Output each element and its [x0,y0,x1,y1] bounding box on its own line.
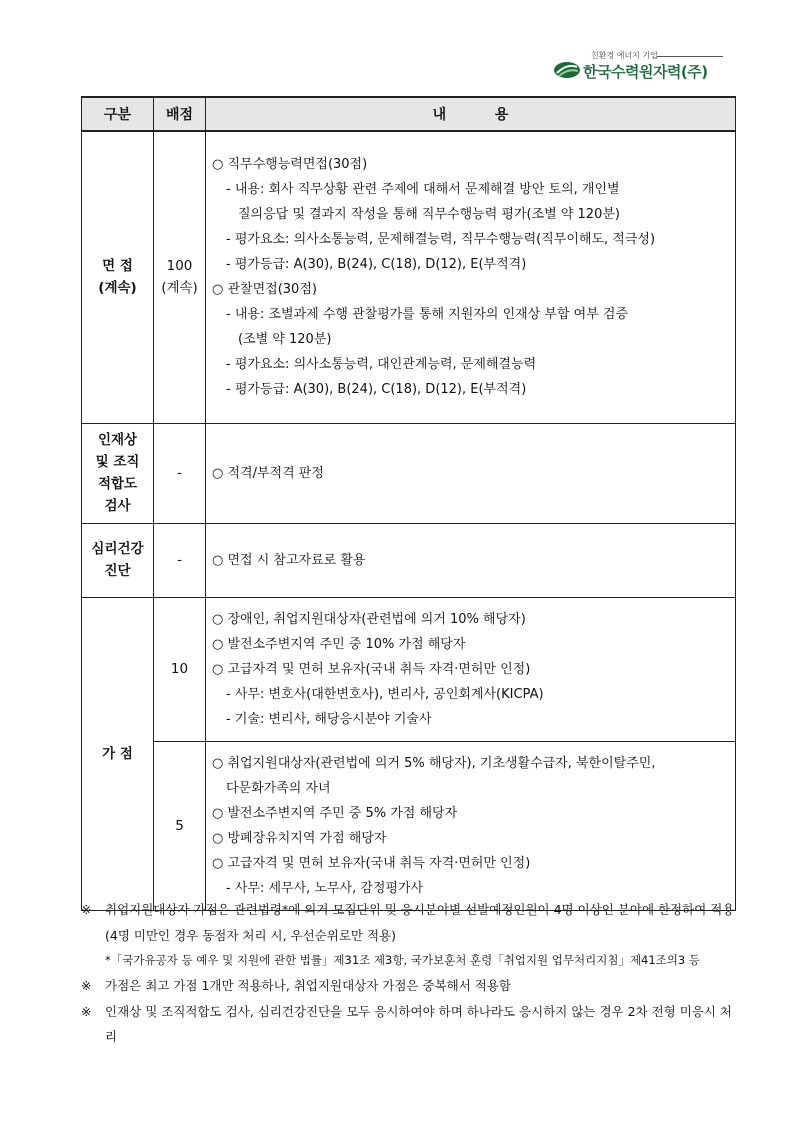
category-line: 면 접 [102,258,133,275]
category-mental [82,523,154,597]
header-points: 배점 [154,97,206,131]
category-line: (계속) [98,280,137,297]
points-value: 100 [166,258,193,275]
bullet-line: ○ 직무수행능력면접(30점) [212,157,368,173]
sub-line: - 평가등급: A(30), B(24), C(18), D(12), E(부적격) [226,382,527,398]
notes-section [81,897,741,1050]
logo-rule [657,56,723,57]
points-aptitude: - [154,423,206,523]
points-mental: - [154,523,206,597]
sub-line: - 기술: 변리사, 해당응시분야 기술사 [226,711,432,727]
bullet-line: ○ 방폐장유치지역 가점 해당자 [212,830,387,846]
table-header-row [82,97,736,131]
category-line: 심리건강 [91,541,144,557]
bullet-line: ○ 고급자격 및 면허 보유자(국내 취득 자격·면허만 인정) [212,855,531,871]
category-line: 인재상 [97,432,138,448]
sub-line: - 내용: 조별과제 수행 관찰평가를 통해 지원자의 인재상 부합 여부 검증 [226,307,629,323]
category-line: 및 조직 [95,454,140,470]
note-text: 취업지원대상자 가점은 관련법령*에 의거 모집단위 및 응시분야별 선발예정인원이 4명 이상인 분야에 한정하여 적용(4명 미만인 경우 동점자 처리 시, 우선순위로만 적용) [105,902,735,943]
khnp-logo [553,50,733,84]
bullet-line: ○ 적격/부적격 판정 [212,465,324,481]
table-row-bonus-10 [82,597,736,741]
bullet-line: ○ 면접 시 참고자료로 활용 [212,552,366,568]
note-mark: ※ [81,1003,92,1019]
note-text: 인재상 및 조직적합도 검사, 심리건강진단을 모두 응시하여야 하며 하나라도 응시하지 않는 경우 2차 전형 미응시 처리 [105,1003,732,1044]
points-interview [154,131,206,423]
sub-line: - 평가등급: A(30), B(24), C(18), D(12), E(부적격) [226,257,527,273]
category-aptitude [82,423,154,523]
content-bonus-5 [206,741,736,910]
sub-line: - 평가요소: 의사소통능력, 문제해결능력, 직무수행능력(직무이해도, 적극성) [226,232,656,248]
content-bonus-10 [206,597,736,741]
note-3 [81,999,741,1050]
continuation-line: (조별 약 120분) [238,332,332,348]
sub-line: - 사무: 변호사(대한변호사), 변리사, 공인회계사(KICPA) [226,686,544,702]
points-note: (계속) [161,280,198,297]
bullet-line: ○ 발전소주변지역 주민 중 10% 가점 해당자 [212,636,466,652]
table-row-aptitude [82,423,736,523]
sub-line: - 내용: 회사 직무상황 관련 주제에 대해서 문제해결 방안 토의, 개인별 [226,182,620,198]
note-1 [81,897,741,948]
content-interview [206,131,736,423]
footnote [81,948,741,973]
category-bonus: 가 점 [82,597,154,910]
continuation-line: 다문화가족의 자녀 [226,780,331,796]
category-line: 적합도 [97,476,138,492]
note-text: 가점은 최고 가점 1개만 적용하나, 취업지원대상자 가점은 중복해서 적용함 [105,978,511,993]
content-aptitude [206,423,736,523]
content-mental [206,523,736,597]
bullet-line: ○ 고급자격 및 면허 보유자(국내 취득 자격·면허만 인정) [212,661,531,677]
category-line: 검사 [104,498,131,514]
note-2 [81,973,741,999]
bullet-line: ○ 취업지원대상자(관련법에 의거 5% 해당자), 기초생활수급자, 북한이탈주민, [212,755,656,771]
header-content: 내 용 [206,97,736,131]
evaluation-table [81,96,736,911]
header-category: 구분 [82,97,154,131]
category-interview [82,131,154,423]
logo-company-name: 한국수력원자력(주) [583,63,708,81]
logo-tagline: 친환경 에너지 기업 [591,51,658,60]
continuation-line: 질의응답 및 결과지 작성을 통해 직무수행능력 평가(조별 약 120분) [238,207,620,223]
sub-line: - 사무: 세무사, 노무사, 감정평가사 [226,880,424,896]
category-line: 진단 [104,563,131,579]
bullet-line: ○ 장애인, 취업지원대상자(관련법에 의거 10% 해당자) [212,611,526,627]
note-mark: ※ [81,902,92,917]
table-row-mental [82,523,736,597]
points-bonus-5: 5 [154,741,206,910]
note-mark: ※ [81,978,92,993]
footnote-text: *「국가유공자 등 예우 및 지원에 관한 법률」제31조 제3항, 국가보훈처 훈령「취업지원 업무처리지침」제41조의3 등 [105,953,700,967]
table-row-interview [82,131,736,423]
logo-leaf-icon [553,61,581,79]
bullet-line: ○ 발전소주변지역 주민 중 5% 가점 해당자 [212,805,458,821]
points-bonus-10: 10 [154,597,206,741]
sub-line: - 평가요소: 의사소통능력, 대인관계능력, 문제해결능력 [226,357,537,373]
table-row-bonus-5 [82,741,736,910]
bullet-line: ○ 관찰면접(30점) [212,282,317,298]
